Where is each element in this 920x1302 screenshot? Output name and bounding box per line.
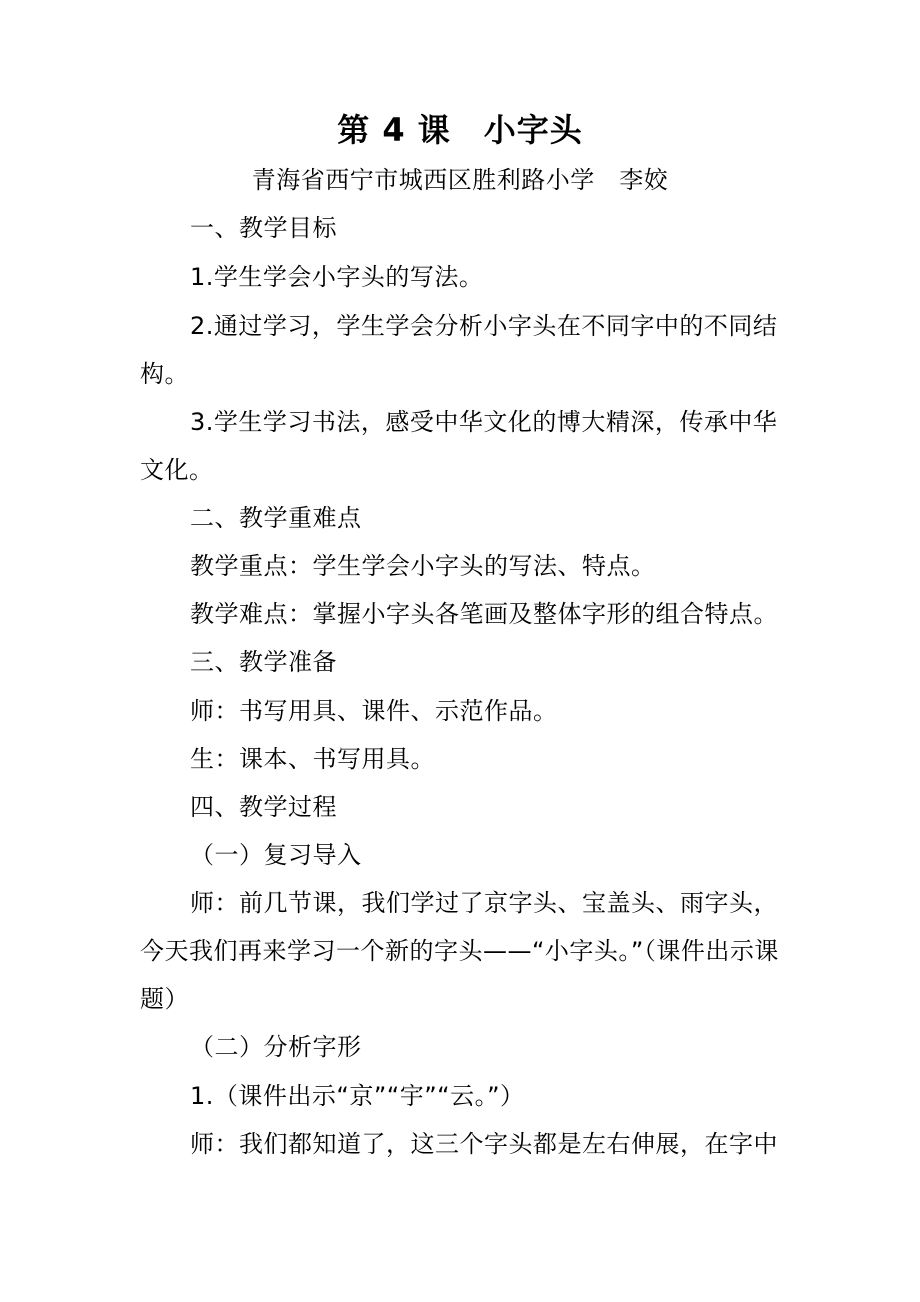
document-subtitle: 青海省西宁市城西区胜利路小学 李姣 xyxy=(251,166,669,194)
difficult-point: 教学难点：掌握小字头各笔画及整体字形的组合特点。 xyxy=(190,600,778,628)
review-paragraph-line-3: 题） xyxy=(140,985,189,1013)
analysis-paragraph-line-1: 师：我们都知道了，这三个字头都是左右伸展，在字中 xyxy=(190,1130,778,1158)
section-heading-process: 四、教学过程 xyxy=(190,793,337,821)
student-preparation: 生：课本、书写用具。 xyxy=(190,745,435,773)
document-title: 第 4 课 小字头 xyxy=(337,111,583,149)
section-heading-objectives: 一、教学目标 xyxy=(190,214,337,242)
objective-item-2: 2.通过学习，学生学会分析小字头在不同字中的不同结 xyxy=(190,312,778,340)
section-heading-key-points: 二、教学重难点 xyxy=(190,504,362,532)
subsection-review: （一）复习导入 xyxy=(190,841,362,869)
analysis-item-1: 1.（课件出示“京”“宇”“云。”） xyxy=(190,1082,525,1110)
section-heading-preparation: 三、教学准备 xyxy=(190,648,337,676)
subsection-analysis: （二）分析字形 xyxy=(190,1033,362,1061)
teacher-preparation: 师：书写用具、课件、示范作品。 xyxy=(190,697,558,725)
review-paragraph-line-1: 师：前几节课，我们学过了京字头、宝盖头、雨字头， xyxy=(190,889,778,917)
objective-item-3: 3.学生学习书法，感受中华文化的博大精深，传承中华 xyxy=(190,408,778,436)
objective-item-3-cont: 文化。 xyxy=(140,456,214,484)
review-paragraph-line-2: 今天我们再来学习一个新的字头——“小字头。”（课件出示课 xyxy=(140,937,779,965)
objective-item-1: 1.学生学会小字头的写法。 xyxy=(190,263,484,291)
key-point: 教学重点：学生学会小字头的写法、特点。 xyxy=(190,552,656,580)
objective-item-2-cont: 构。 xyxy=(140,360,189,388)
